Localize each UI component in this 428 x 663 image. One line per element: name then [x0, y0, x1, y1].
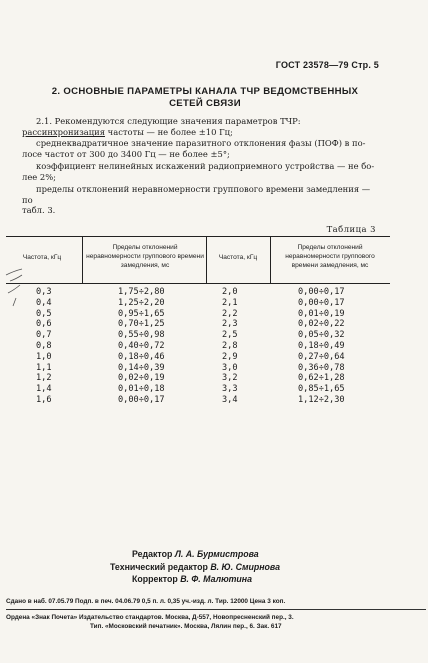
publisher-info: [6, 613, 426, 631]
cell-deviation-2: 0,00÷0,17: [298, 297, 345, 308]
cell-frequency-2: 2,0: [222, 287, 238, 297]
p3-line2: лосе частот от 300 до 3400 Гц — не более ±5°;: [22, 148, 230, 159]
cell-deviation-1: 0,01÷0,18: [118, 384, 165, 395]
imprint-line: Сдано в наб. 07.05.79 Подп. в печ. 04.06.79 0,5 п. л. 0,35 уч.-изд. л. Тир. 12000 Цена 3 коп.: [6, 598, 426, 610]
paragraph-group-delay: [22, 184, 378, 216]
publisher-line1: Ордена «Знак Почета» Издательство стандартов. Москва, Д-557, Новопресненский пер., 3.: [6, 614, 294, 621]
cell-deviation-1: 0,95÷1,65: [118, 308, 165, 319]
editors-block: [110, 548, 280, 586]
cell-deviation-1: 0,70÷1,25: [118, 319, 165, 330]
cell-frequency-1: 1,1: [36, 362, 52, 373]
cell-frequency-2: 3,3: [222, 384, 238, 395]
cell-deviation-1: 0,18÷0,46: [118, 351, 165, 362]
header-deviation-1: Пределы отклонений неравномерности группового времени замедления, мс: [86, 244, 204, 269]
cell-frequency-1: 1,6: [36, 394, 52, 405]
cell-frequency-1: 0,3: [36, 287, 52, 297]
cell-deviation-2: 0,85÷1,65: [298, 384, 345, 395]
cell-frequency-2: 2,5: [222, 330, 238, 341]
cell-deviation-1: 0,00÷0,17: [118, 394, 165, 405]
cell-deviation-2: 0,27÷0,64: [298, 351, 345, 362]
table-caption: Таблица 3: [326, 224, 376, 234]
cell-frequency-2: 2,2: [222, 308, 238, 319]
table-row: [6, 287, 390, 298]
divider: [270, 237, 271, 283]
cell-deviation-1: 1,25÷2,20: [118, 297, 165, 308]
paragraph-distortion: [22, 161, 378, 182]
cell-deviation-1: 0,40÷0,72: [118, 340, 165, 351]
cell-frequency-2: 2,8: [222, 340, 238, 351]
cell-frequency-2: 2,3: [222, 319, 238, 330]
cell-frequency-1: 0,6: [36, 319, 52, 330]
corrector-line: [110, 573, 280, 586]
cell-deviation-2: 0,62÷1,28: [298, 373, 345, 384]
cell-deviation-2: 0,36÷0,78: [298, 362, 345, 373]
cell-deviation-2: 1,12÷2,30: [298, 394, 345, 405]
table-row: [6, 330, 390, 341]
publisher-line2: Тип. «Московский печатник». Москва, Лялин пер., 6. Зак. 617: [90, 623, 282, 630]
section-title-line2: СЕТЕЙ СВЯЗИ: [169, 98, 241, 109]
cell-deviation-2: 0,05÷0,32: [298, 330, 345, 341]
section-title: [40, 86, 370, 110]
paragraph-2-1: 2.1. Рекомендуются следующие значения параметров ТЧР:: [36, 116, 301, 126]
table-row: [6, 384, 390, 395]
tech-editor-line: [110, 561, 280, 574]
table-3: [6, 236, 390, 406]
table-row: [6, 298, 390, 309]
table-row: [6, 395, 390, 406]
p4-line1: коэффициент нелинейных искажений радиоприемного устройства — не бо-: [36, 161, 375, 171]
cell-deviation-2: 0,00÷0,17: [298, 287, 345, 297]
section-title-line1: 2. ОСНОВНЫЕ ПАРАМЕТРЫ КАНАЛА ТЧР ВЕДОМСТВЕННЫХ: [51, 86, 359, 97]
cell-deviation-2: 0,18÷0,49: [298, 340, 345, 351]
tech-editor-label: Технический редактор: [110, 561, 208, 572]
tech-editor-name: В. Ю. Смирнова: [210, 561, 280, 572]
table-row: [6, 352, 390, 363]
paragraph-phase-deviation: [22, 138, 378, 159]
underlined-term: рассинхронизация: [22, 127, 106, 137]
handwritten-marks: [0, 253, 40, 313]
cell-frequency-2: 3,4: [222, 394, 238, 405]
cell-frequency-1: 0,4: [36, 297, 52, 308]
cell-deviation-1: 0,14÷0,39: [118, 362, 165, 373]
paragraph-frequency-rest: частоты — не более ±10 Гц;: [105, 127, 233, 137]
cell-deviation-2: 0,02÷0,22: [298, 319, 345, 330]
header-frequency-1: Частота, кГц: [22, 254, 62, 261]
cell-frequency-1: 1,0: [36, 351, 52, 362]
cell-frequency-1: 0,7: [36, 330, 52, 341]
table-header: [6, 236, 390, 284]
cell-deviation-1: 1,75÷2,80: [118, 287, 165, 297]
editor-label: Редактор: [132, 549, 173, 559]
table-row: [6, 319, 390, 330]
corrector-label: Корректор: [132, 574, 178, 585]
table-row: [6, 309, 390, 320]
divider: [206, 237, 207, 283]
table-row: [6, 363, 390, 374]
cell-frequency-1: 1,2: [36, 373, 52, 384]
cell-deviation-1: 0,02÷0,19: [118, 373, 165, 384]
p5-line2: табл. 3.: [22, 205, 56, 216]
divider: [82, 237, 83, 283]
cell-frequency-1: 0,5: [36, 308, 52, 319]
cell-frequency-2: 3,2: [222, 373, 238, 384]
table-row: [6, 373, 390, 384]
paragraph-frequency-desync: [22, 127, 233, 138]
header-frequency-2: Частота, кГц: [218, 254, 258, 261]
cell-frequency-2: 2,9: [222, 351, 238, 362]
editor-line: [110, 548, 280, 561]
cell-deviation-1: 0,55÷0,98: [118, 330, 165, 341]
header-deviation-2: Пределы отклонений неравномерности группового времени замедления, мс: [285, 244, 375, 269]
cell-frequency-1: 1,4: [36, 384, 52, 395]
cell-deviation-2: 0,01÷0,19: [298, 308, 345, 319]
p4-line2: лее 2%;: [22, 171, 57, 182]
corrector-name: В. Ф. Малютина: [180, 574, 252, 585]
cell-frequency-1: 0,8: [36, 340, 52, 351]
table-body: [6, 284, 390, 406]
table-row: [6, 341, 390, 352]
editor-name: Л. А. Бурмистрова: [174, 549, 259, 559]
cell-frequency-2: 2,1: [222, 297, 238, 308]
page-header: ГОСТ 23578—79 Стр. 5: [275, 60, 379, 70]
p5-line1: пределы отклонений неравномерности группового времени замедления — по: [22, 184, 371, 205]
cell-frequency-2: 3,0: [222, 362, 238, 373]
p3-line1: среднеквадратичное значение паразитного отклонения фазы (ПОФ) в по-: [36, 138, 366, 148]
